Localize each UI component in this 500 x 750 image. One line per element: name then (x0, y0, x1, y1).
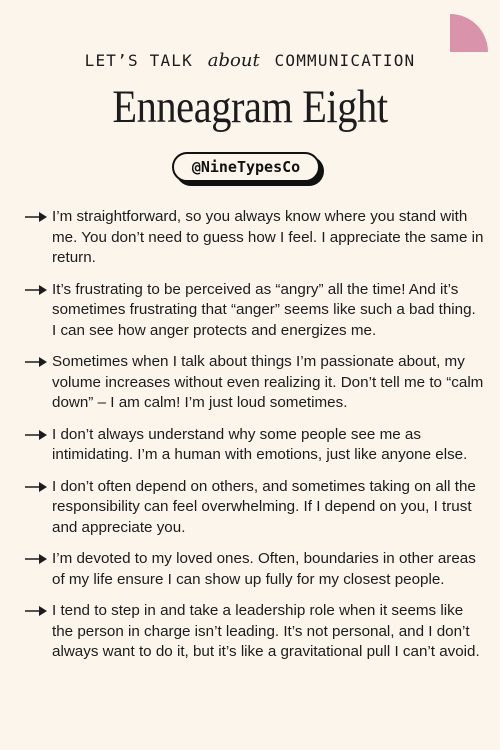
list-item (24, 601, 484, 663)
list-item-text: It’s frustrating to be perceived as “angry” all the time! And it’s sometimes frustrating that “anger” seems like such a bad thing. I can see how anger protects and energizes me. (52, 280, 476, 339)
page-title: Enneagram Eight (112, 81, 388, 133)
list-item-text: I’m devoted to my loved ones. Often, boundaries in other areas of my life ensure I can show up fully for my closest people. (52, 550, 476, 588)
list-item-text: I’m straightforward, so you always know where you stand with me. You don’t need to guess how I feel. I appreciate the same in return. (52, 208, 484, 266)
handle-text: @NineTypesCo (172, 152, 320, 182)
list-item (24, 549, 484, 590)
arrow-right-icon (24, 477, 52, 497)
arrow-right-icon (24, 207, 52, 227)
list-item (24, 207, 484, 269)
list-item-text: I don’t often depend on others, and sometimes taking on all the responsibility can feel overwhelming. If I depend on you, I trust and appreciate you. (52, 477, 476, 536)
list-item (24, 425, 484, 466)
arrow-right-icon (24, 425, 52, 445)
list-item-text: I don’t always understand why some people see me as intimidating. I’m a human with emotions, just like anyone else. (52, 425, 468, 463)
arrow-right-icon (24, 601, 52, 621)
list-item-text: I tend to step in and take a leadership role when it seems like the person in charge isn’t leading. It’s not personal, and I don’t always want to do it, but it’s like a gravitational pull I can’t avoid. (52, 602, 480, 660)
kicker-script: about (207, 50, 260, 71)
list-item (24, 477, 484, 539)
arrow-right-icon (24, 549, 52, 569)
corner-tab-decoration (450, 14, 488, 52)
list-item (24, 280, 484, 342)
kicker-after: COMMUNICATION (274, 51, 416, 70)
handle-badge (172, 152, 324, 186)
header-kicker (0, 50, 500, 71)
list-item (24, 352, 484, 414)
arrow-right-icon (24, 352, 52, 372)
statement-list (24, 207, 484, 674)
kicker-before: LET’S TALK (84, 51, 193, 70)
arrow-right-icon (24, 280, 52, 300)
list-item-text: Sometimes when I talk about things I’m passionate about, my volume increases without even realizing it. Don’t tell me to “calm down” – I am calm! I’m just loud sometimes. (52, 353, 484, 411)
